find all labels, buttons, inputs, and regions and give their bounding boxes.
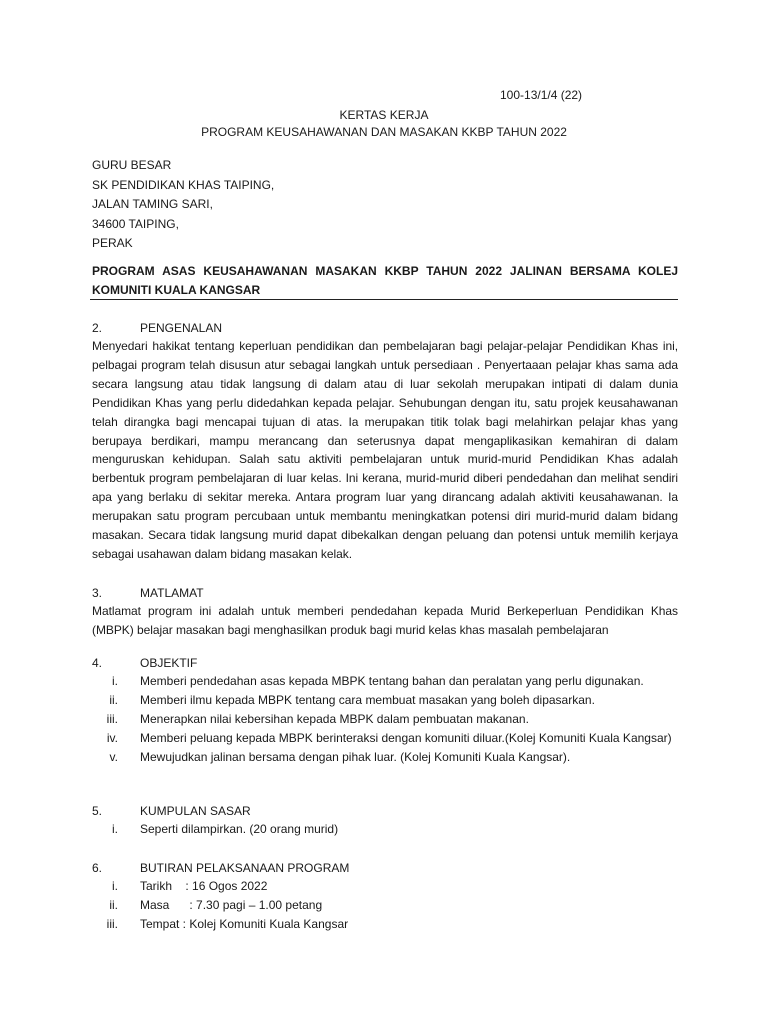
section-kumpulan-sasar	[92, 802, 678, 839]
list-item	[92, 691, 678, 710]
list-numeral: ii.	[109, 693, 118, 707]
list-numeral: iii.	[106, 712, 118, 726]
list-text: Masa : 7.30 pagi – 1.00 petang	[140, 898, 323, 912]
list-item	[92, 820, 678, 839]
section-number: 2.	[92, 321, 103, 335]
section-title: MATLAMAT	[140, 586, 204, 600]
section-body: Menyedari hakikat tentang keperluan pendidikan dan pembelajaran bagi pelajar-pelajar Pendidikan Khas ini, pelbagai program telah disusun atur sebagai langkah untuk persediaan . Penyertaaan pelajar khas sama ada secara langsung atau tidak langsung di dalam atau di luar sekolah merupakan intipati di dalam dunia Pendidikan Khas yang perlu didedahkan kepada pelajar. Sehubungan dengan itu, satu projek keusahawanan telah dirangka bagi mencapai tujuan di atas. Ia merupakan titik tolak bagi melahirkan pelajar khas yang berupaya berdikari, mampu merancang dan seterusnya dapat mengaplikasikan kemahiran di dalam menguruskan kehidupan. Salah satu aktiviti pembelajaran untuk murid-murid Pendidikan Khas adalah berbentuk program pembelajaran di luar kelas. Ini kerana, murid-murid diberi pendedahan dan melihat sendiri apa yang berlaku di sekitar mereka. Antara program luar yang dirancang adalah aktiviti keusahawanan. Ia merupakan satu program percubaan untuk membantu meningkatkan potensi diri murid-murid dalam bidang masakan. Secara tidak langsung murid dapat dibekalkan dengan peluang dan potensi untuk memilih kerjaya sebagai usahawan dalam bidang masakan kelak.	[92, 339, 678, 561]
list-item	[92, 729, 678, 748]
list-item	[92, 877, 678, 896]
section-objektif	[92, 654, 678, 767]
list-text: Tempat : Kolej Komuniti Kuala Kangsar	[140, 917, 349, 931]
section-butiran	[92, 859, 678, 934]
section-title: PENGENALAN	[140, 321, 223, 335]
list-item	[92, 915, 678, 934]
section-number: 3.	[92, 586, 103, 600]
list-item	[92, 896, 678, 915]
section-number: 5.	[92, 804, 103, 818]
list-numeral: ii.	[109, 898, 118, 912]
list-numeral: iv.	[106, 731, 118, 745]
address-line: 34600 TAIPING,	[92, 216, 179, 231]
reference-number: 100-13/1/4 (22)	[500, 88, 583, 102]
section-body: Matlamat program ini adalah untuk memberi pendedahan kepada Murid Berkeperluan Pendidikan Khas (MBPK) belajar masakan bagi menghasilkan produk bagi murid kelas khas masalah pembelajaran	[92, 604, 678, 637]
address-line: SK PENDIDIKAN KHAS TAIPING,	[92, 177, 275, 192]
subject-heading: PROGRAM ASAS KEUSAHAWANAN MASAKAN KKBP TAHUN 2022 JALINAN BERSAMA KOLEJ KOMUNITI KUALA KANGSAR	[92, 264, 678, 297]
list-numeral: v.	[109, 750, 118, 764]
address-line: JALAN TAMING SARI,	[92, 197, 213, 211]
list-numeral: i.	[112, 674, 118, 688]
section-number: 4.	[92, 656, 103, 670]
section-title: BUTIRAN PELAKSANAAN PROGRAM	[140, 861, 350, 875]
list-text: Mewujudkan jalinan bersama dengan pihak luar. (Kolej Komuniti Kuala Kangsar).	[140, 750, 571, 764]
section-matlamat	[92, 584, 678, 640]
list-item	[92, 710, 678, 729]
address-line: GURU BESAR	[92, 158, 172, 172]
document-title: KERTAS KERJA	[339, 108, 429, 122]
list-text: Menerapkan nilai kebersihan kepada MBPK dalam pembuatan makanan.	[140, 712, 529, 726]
document-subtitle: PROGRAM KEUSAHAWANAN DAN MASAKAN KKBP TAHUN 2022	[201, 125, 567, 139]
section-pengenalan	[92, 319, 678, 564]
list-text: Memberi pendedahan asas kepada MBPK tentang bahan dan peralatan yang perlu digunakan.	[140, 674, 644, 688]
section-title: OBJEKTIF	[140, 656, 198, 670]
list-text: Seperti dilampirkan. (20 orang murid)	[140, 822, 339, 836]
section-number: 6.	[92, 861, 103, 875]
subject-divider	[90, 299, 678, 300]
recipient-address	[92, 156, 274, 254]
list-text: Memberi ilmu kepada MBPK tentang cara membuat masakan yang boleh dipasarkan.	[140, 693, 595, 707]
list-item	[92, 748, 678, 767]
list-numeral: i.	[112, 879, 118, 893]
section-title: KUMPULAN SASAR	[140, 804, 251, 818]
list-text: Tarikh : 16 Ogos 2022	[140, 879, 268, 893]
list-numeral: iii.	[106, 917, 118, 931]
address-line: PERAK	[92, 236, 133, 250]
list-item	[92, 672, 678, 691]
list-numeral: i.	[112, 822, 118, 836]
list-text: Memberi peluang kepada MBPK berinteraksi dengan komuniti diluar.(Kolej Komuniti Kuala Kangsar)	[140, 731, 672, 745]
